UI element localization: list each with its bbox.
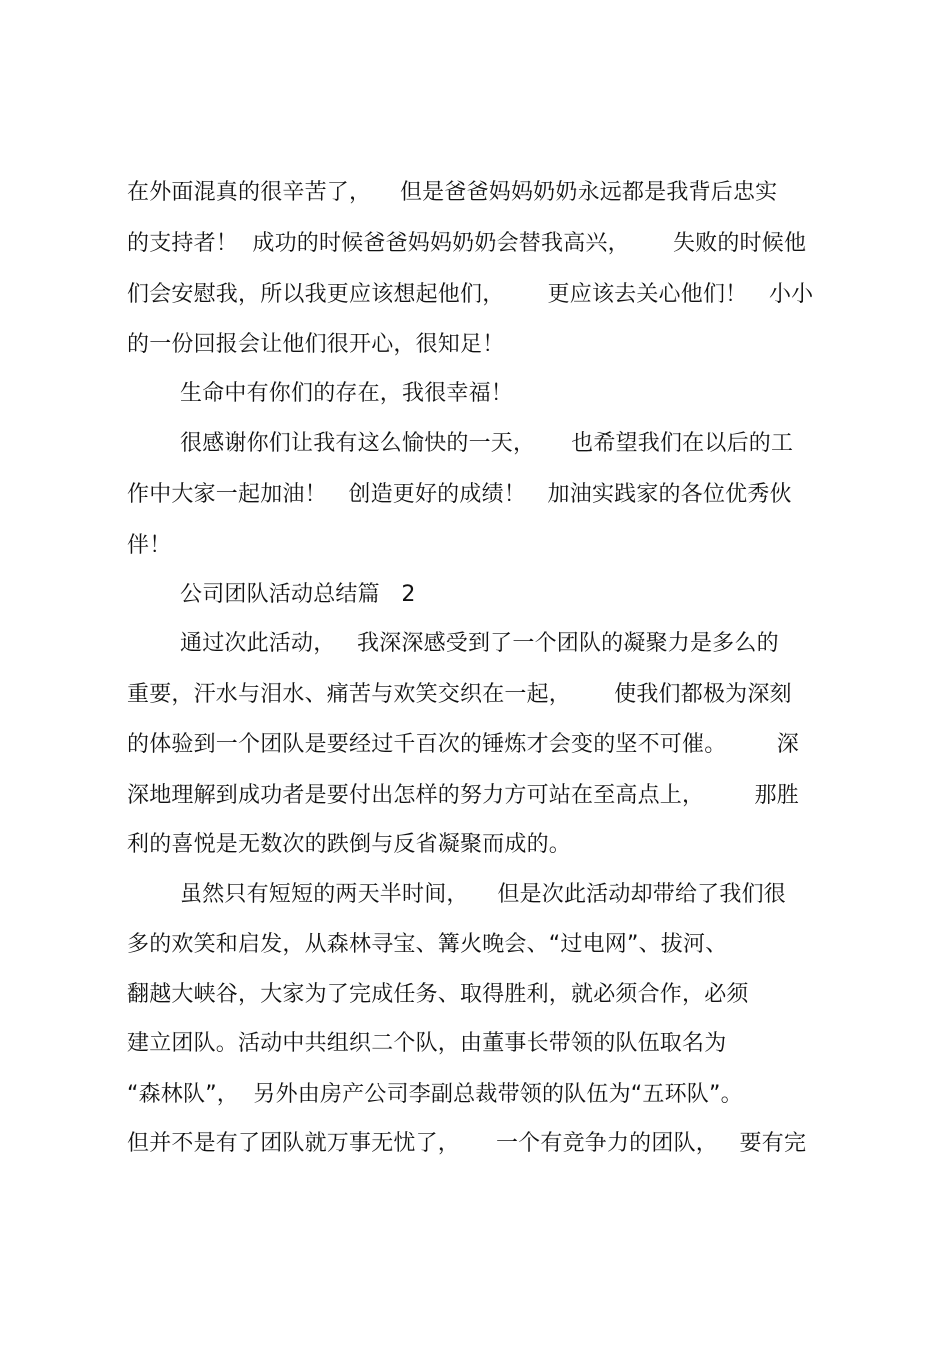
- text-line: 翻越大峡谷，大家为了完成任务、取得胜利，就必须合作，必须: [127, 982, 749, 1007]
- text-line: 利的喜悦是无数次的跌倒与反省凝聚而成的。: [127, 832, 572, 857]
- text-line: 但并不是有了团队就万事无忧了， 一个有竞争力的团队， 要有完: [127, 1131, 807, 1156]
- text-line: 建立团队。活动中共组织二个队，由董事长带领的队伍取名为: [127, 1031, 727, 1056]
- section-heading: 公司团队活动总结篇 2: [180, 582, 416, 607]
- text-line: 在外面混真的很辛苦了， 但是爸爸妈妈奶奶永远都是我背后忠实: [127, 180, 778, 205]
- text-line: 们会安慰我，所以我更应该想起他们， 更应该去关心他们！ 小小: [127, 282, 814, 307]
- text-line: 的体验到一个团队是要经过千百次的锤炼才会变的坚不可催。 深: [127, 732, 799, 757]
- text-line: 作中大家一起加油！ 创造更好的成绩！ 加油实践家的各位优秀伙: [127, 482, 792, 507]
- text-line: 虽然只有短短的两天半时间， 但是次此活动却带给了我们很: [180, 882, 786, 907]
- text-line: “森林队”， 另外由房产公司李副总裁带领的队伍为“五环队”。: [127, 1082, 743, 1107]
- text-line: 深地理解到成功者是要付出怎样的努力方可站在至高点上， 那胜: [127, 783, 799, 808]
- text-line: 伴！: [127, 533, 172, 558]
- text-line: 很感谢你们让我有这么愉快的一天， 也希望我们在以后的工: [180, 431, 794, 456]
- text-line: 的支持者！ 成功的时候爸爸妈妈奶奶会替我高兴， 失败的时候他: [127, 231, 807, 256]
- text-line: 的一份回报会让他们很开心，很知足！: [127, 332, 505, 357]
- text-line: 多的欢笑和启发，从森林寻宝、篝火晚会、“过电网”、拔河、: [127, 932, 728, 957]
- text-line: 生命中有你们的存在，我很幸福！: [180, 381, 514, 406]
- text-line: 通过次此活动， 我深深感受到了一个团队的凝聚力是多么的: [180, 631, 779, 656]
- text-line: 重要，汗水与泪水、痛苦与欢笑交织在一起， 使我们都极为深刻: [127, 682, 792, 707]
